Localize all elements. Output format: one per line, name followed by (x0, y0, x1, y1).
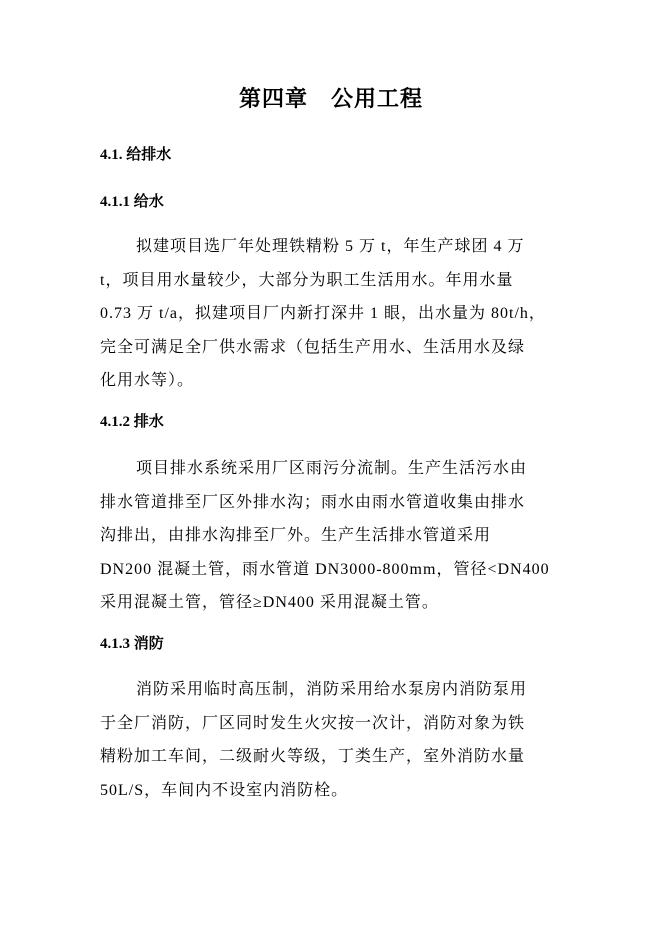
section-heading-4-1-1: 4.1.1 给水 (100, 194, 164, 210)
water-supply-paragraph (100, 230, 560, 398)
paragraph-line: 拟建项目选厂年处理铁精粉 5 万 t，年生产球团 4 万 (136, 238, 525, 255)
paragraph-line: DN200 混凝土管，雨水管道 DN3000-800mm，管径<DN400 (100, 560, 550, 578)
paragraph-line: 于全厂消防，厂区同时发生火灾按一次计，消防对象为铁 (100, 714, 526, 732)
fire-protection-paragraph (100, 673, 560, 807)
paragraph-line: 项目排水系统采用厂区雨污分流制。生产生活污水由 (136, 460, 528, 477)
section-heading-4-1-3: 4.1.3 消防 (100, 636, 164, 652)
paragraph-line: 消防采用临时高压制，消防采用给水泵房内消防泵用 (136, 681, 528, 698)
paragraph-line: 采用混凝土管，管径≥DN400 采用混凝土管。 (100, 594, 439, 611)
paragraph-line: 化用水等）。 (100, 372, 195, 389)
paragraph-line: 完全可满足全厂供水需求（包括生产用水、生活用水及绿 (100, 338, 526, 356)
drainage-paragraph (100, 452, 560, 620)
paragraph-line: 50L/S，车间内不设室内消防栓。 (100, 781, 349, 799)
paragraph-line: t，项目用水量较少，大部分为职工生活用水。年用水量 (100, 271, 514, 289)
section-heading-4-1-2: 4.1.2 排水 (100, 414, 164, 430)
section-heading-4-1: 4.1. 给排水 (100, 147, 172, 163)
paragraph-line: 0.73 万 t/a，拟建项目厂内新打深井 1 眼，出水量为 80t/h， (100, 305, 546, 322)
paragraph-line: 排水管道排至厂区外排水沟；雨水由雨水管道收集由排水 (100, 493, 526, 511)
paragraph-line: 沟排出，由排水沟排至厂外。生产生活排水管道采用 (100, 527, 492, 544)
chapter-title: 第四章 公用工程 (238, 86, 423, 111)
paragraph-line: 精粉加工车间，二级耐火等级，丁类生产，室外消防水量 (100, 748, 526, 765)
